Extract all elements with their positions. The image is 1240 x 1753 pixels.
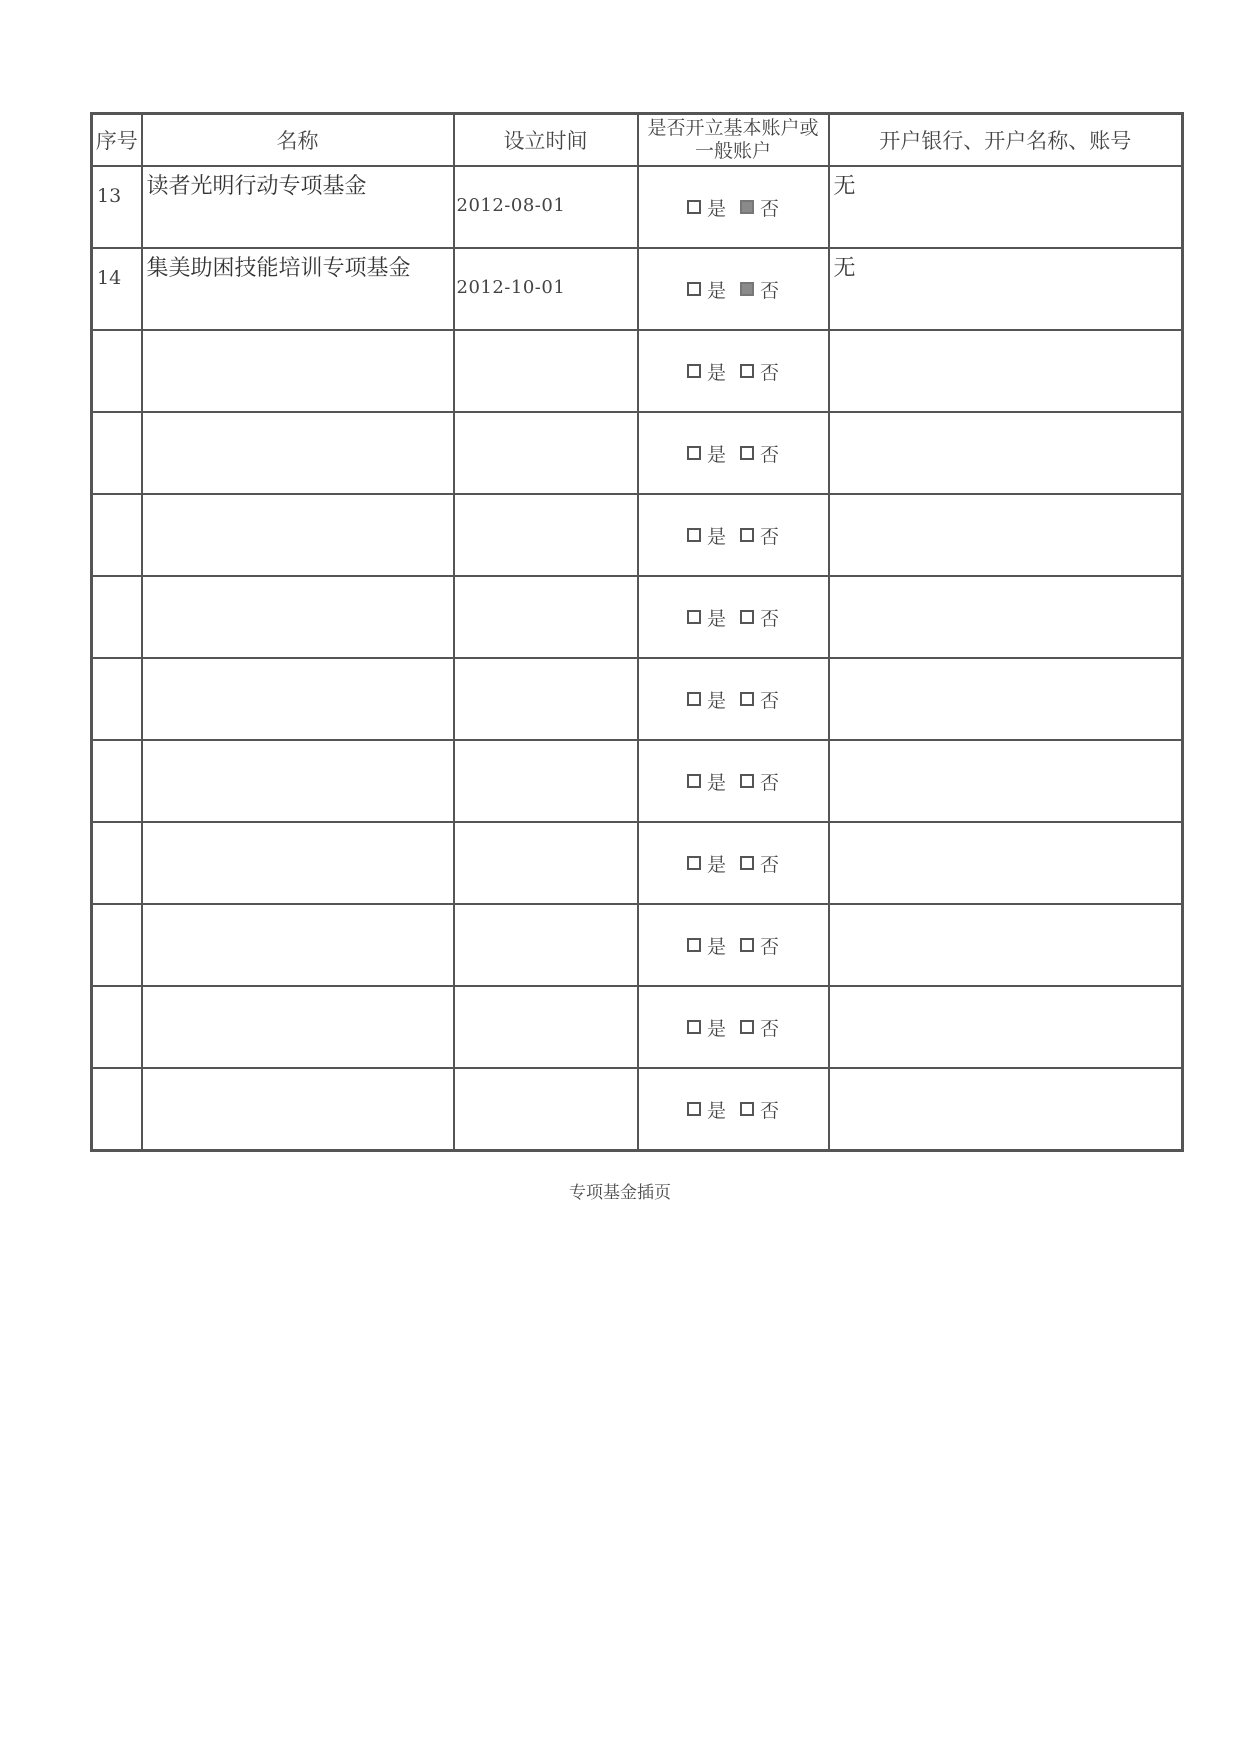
no-label: 否 xyxy=(760,607,780,630)
yes-no-choice xyxy=(639,495,828,575)
cell-bank-info xyxy=(829,904,1183,986)
cell-fund-name xyxy=(142,658,454,740)
no-label: 否 xyxy=(760,279,780,302)
yes-no-choice xyxy=(639,741,828,821)
cell-serial-number xyxy=(92,740,142,822)
no-checkbox[interactable] xyxy=(740,856,754,870)
yes-label: 是 xyxy=(706,443,726,466)
yes-no-choice xyxy=(639,577,828,657)
table-row xyxy=(92,1068,1183,1151)
table-row xyxy=(92,166,1183,248)
yes-checkbox[interactable] xyxy=(687,364,701,378)
cell-fund-name xyxy=(142,904,454,986)
yes-checkbox[interactable] xyxy=(687,1102,701,1116)
yes-checkbox[interactable] xyxy=(687,446,701,460)
serial-number-text: 13 xyxy=(97,185,122,207)
table-row xyxy=(92,494,1183,576)
no-checkbox[interactable] xyxy=(740,938,754,952)
cell-established-date xyxy=(454,822,638,904)
no-checkbox[interactable] xyxy=(740,446,754,460)
yes-label: 是 xyxy=(706,361,726,384)
cell-fund-name xyxy=(142,576,454,658)
cell-established-date xyxy=(454,412,638,494)
cell-account-opened xyxy=(638,986,829,1068)
established-date-text: 2012-10-01 xyxy=(456,277,566,298)
yes-no-choice xyxy=(639,823,828,903)
yes-checkbox[interactable] xyxy=(687,1020,701,1034)
cell-bank-info xyxy=(829,740,1183,822)
no-checkbox[interactable] xyxy=(740,282,754,296)
yes-label: 是 xyxy=(706,853,726,876)
yes-label: 是 xyxy=(706,279,726,302)
cell-account-opened xyxy=(638,166,829,248)
serial-number-text: 14 xyxy=(97,267,122,289)
cell-bank-info xyxy=(829,1068,1183,1151)
no-checkbox[interactable] xyxy=(740,610,754,624)
cell-account-opened xyxy=(638,904,829,986)
cell-account-opened xyxy=(638,494,829,576)
header-bank-info: 开户银行、开户名称、账号 xyxy=(829,114,1183,167)
cell-established-date xyxy=(454,986,638,1068)
yes-label: 是 xyxy=(706,607,726,630)
cell-bank-info xyxy=(829,576,1183,658)
yes-label: 是 xyxy=(706,525,726,548)
cell-established-date xyxy=(454,166,638,248)
yes-no-choice xyxy=(639,249,828,329)
cell-account-opened xyxy=(638,822,829,904)
no-label: 否 xyxy=(760,197,780,220)
cell-fund-name xyxy=(142,330,454,412)
no-checkbox[interactable] xyxy=(740,1020,754,1034)
yes-label: 是 xyxy=(706,689,726,712)
cell-serial-number xyxy=(92,904,142,986)
cell-account-opened xyxy=(638,576,829,658)
cell-account-opened xyxy=(638,1068,829,1151)
no-label: 否 xyxy=(760,361,780,384)
cell-established-date xyxy=(454,494,638,576)
yes-checkbox[interactable] xyxy=(687,528,701,542)
bank-info-text: 无 xyxy=(833,256,856,281)
yes-checkbox[interactable] xyxy=(687,692,701,706)
cell-bank-info xyxy=(829,412,1183,494)
table-row xyxy=(92,576,1183,658)
cell-established-date xyxy=(454,1068,638,1151)
cell-fund-name xyxy=(142,412,454,494)
cell-bank-info xyxy=(829,658,1183,740)
established-date-text: 2012-08-01 xyxy=(456,195,566,216)
cell-established-date xyxy=(454,248,638,330)
cell-fund-name xyxy=(142,740,454,822)
table-row xyxy=(92,412,1183,494)
special-fund-table xyxy=(90,112,1184,1152)
no-label: 否 xyxy=(760,853,780,876)
yes-checkbox[interactable] xyxy=(687,200,701,214)
yes-no-choice xyxy=(639,1069,828,1149)
cell-account-opened xyxy=(638,412,829,494)
yes-checkbox[interactable] xyxy=(687,282,701,296)
yes-label: 是 xyxy=(706,1017,726,1040)
cell-serial-number xyxy=(92,248,142,330)
bank-info-text: 无 xyxy=(833,174,856,199)
yes-no-choice xyxy=(639,413,828,493)
cell-serial-number xyxy=(92,658,142,740)
no-label: 否 xyxy=(760,935,780,958)
cell-serial-number xyxy=(92,1068,142,1151)
table-header-row xyxy=(92,114,1183,167)
yes-no-choice xyxy=(639,167,828,247)
cell-established-date xyxy=(454,576,638,658)
no-label: 否 xyxy=(760,443,780,466)
no-checkbox[interactable] xyxy=(740,774,754,788)
no-checkbox[interactable] xyxy=(740,200,754,214)
table-row xyxy=(92,822,1183,904)
cell-bank-info xyxy=(829,494,1183,576)
yes-no-choice xyxy=(639,659,828,739)
no-label: 否 xyxy=(760,1017,780,1040)
cell-account-opened xyxy=(638,330,829,412)
header-name: 名称 xyxy=(142,114,454,167)
yes-label: 是 xyxy=(706,771,726,794)
cell-bank-info xyxy=(829,248,1183,330)
cell-serial-number xyxy=(92,330,142,412)
cell-established-date xyxy=(454,330,638,412)
no-label: 否 xyxy=(760,771,780,794)
yes-checkbox[interactable] xyxy=(687,774,701,788)
cell-serial-number xyxy=(92,986,142,1068)
header-account-line1: 是否开立基本账户或 xyxy=(647,117,819,139)
cell-fund-name xyxy=(142,248,454,330)
table-row xyxy=(92,330,1183,412)
no-checkbox[interactable] xyxy=(740,1102,754,1116)
cell-fund-name xyxy=(142,822,454,904)
page-footer: 专项基金插页 xyxy=(569,1183,671,1203)
no-label: 否 xyxy=(760,1099,780,1122)
table-row xyxy=(92,904,1183,986)
yes-no-choice xyxy=(639,331,828,411)
cell-serial-number xyxy=(92,822,142,904)
no-label: 否 xyxy=(760,525,780,548)
cell-bank-info xyxy=(829,986,1183,1068)
cell-bank-info xyxy=(829,166,1183,248)
cell-serial-number xyxy=(92,412,142,494)
header-account-opened xyxy=(638,114,829,167)
cell-account-opened xyxy=(638,248,829,330)
cell-serial-number xyxy=(92,576,142,658)
cell-bank-info xyxy=(829,330,1183,412)
yes-label: 是 xyxy=(706,935,726,958)
header-serial-number: 序号 xyxy=(92,114,142,167)
no-checkbox[interactable] xyxy=(740,692,754,706)
yes-checkbox[interactable] xyxy=(687,938,701,952)
header-account-line2: 一般账户 xyxy=(694,140,771,162)
cell-serial-number xyxy=(92,166,142,248)
table-row xyxy=(92,740,1183,822)
cell-established-date xyxy=(454,740,638,822)
cell-account-opened xyxy=(638,740,829,822)
fund-name-text: 读者光明行动专项基金 xyxy=(146,174,367,199)
yes-no-choice xyxy=(639,987,828,1067)
cell-serial-number xyxy=(92,494,142,576)
no-checkbox[interactable] xyxy=(740,364,754,378)
cell-account-opened xyxy=(638,658,829,740)
table-row xyxy=(92,658,1183,740)
no-checkbox[interactable] xyxy=(740,528,754,542)
yes-checkbox[interactable] xyxy=(687,856,701,870)
cell-established-date xyxy=(454,658,638,740)
cell-established-date xyxy=(454,904,638,986)
header-established-date: 设立时间 xyxy=(454,114,638,167)
table-row xyxy=(92,986,1183,1068)
yes-label: 是 xyxy=(706,197,726,220)
cell-fund-name xyxy=(142,166,454,248)
cell-bank-info xyxy=(829,822,1183,904)
cell-fund-name xyxy=(142,1068,454,1151)
no-label: 否 xyxy=(760,689,780,712)
yes-no-choice xyxy=(639,905,828,985)
yes-label: 是 xyxy=(706,1099,726,1122)
cell-fund-name xyxy=(142,494,454,576)
table-row xyxy=(92,248,1183,330)
cell-fund-name xyxy=(142,986,454,1068)
fund-name-text: 集美助困技能培训专项基金 xyxy=(146,256,411,281)
yes-checkbox[interactable] xyxy=(687,610,701,624)
